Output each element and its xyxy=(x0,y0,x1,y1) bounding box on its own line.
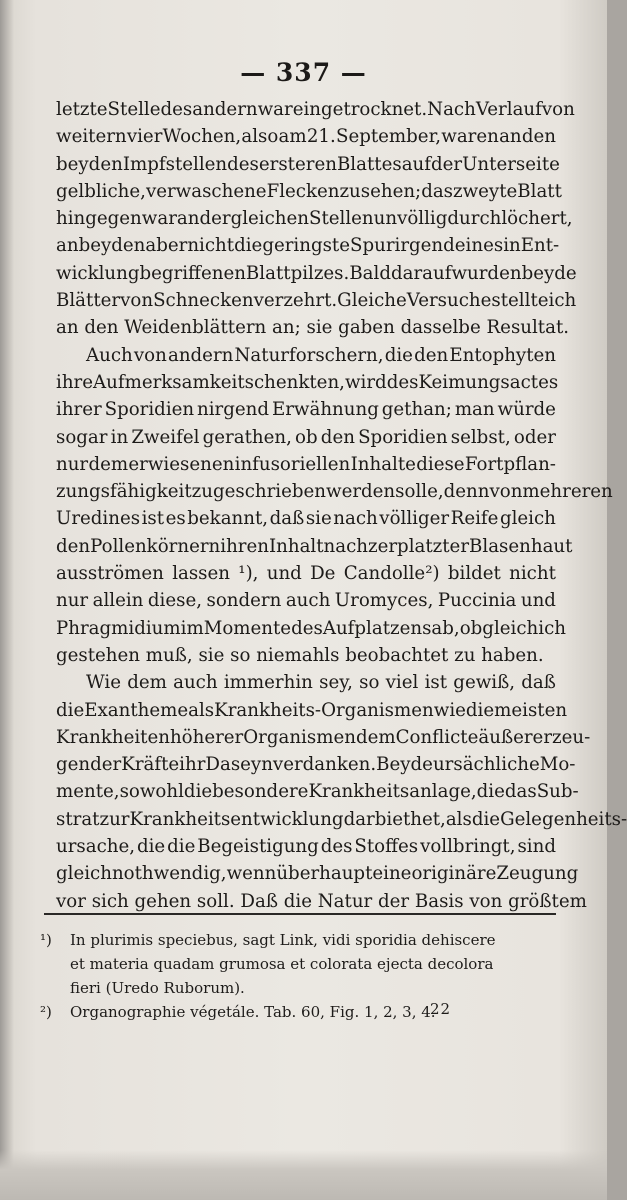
word: beyden xyxy=(56,153,123,175)
word: Krankheiten xyxy=(56,726,170,748)
word: denn xyxy=(443,481,490,503)
word: Keimungsactes xyxy=(418,371,559,393)
word: ihre xyxy=(56,371,93,393)
text-line xyxy=(56,860,579,887)
word: nach xyxy=(333,508,378,530)
word: ausströmen xyxy=(56,563,164,585)
word: Blätter xyxy=(56,290,121,312)
word: also xyxy=(241,126,279,148)
text-line: gestehen muß, sie so niemahls beobachtet zu haben. xyxy=(56,644,544,666)
word: Sporidien xyxy=(358,426,448,448)
word: daß xyxy=(269,508,305,530)
footnote-mark: ²) xyxy=(40,1003,52,1021)
word: sind xyxy=(517,836,556,858)
word: andern xyxy=(167,344,234,366)
word: das xyxy=(421,180,454,202)
text-line xyxy=(56,697,568,724)
word: wurden xyxy=(451,262,522,284)
word: Inhalte xyxy=(350,453,416,475)
word: der xyxy=(430,153,463,175)
word: Wochen, xyxy=(162,126,242,148)
text-line xyxy=(56,451,556,478)
word: Organismen xyxy=(243,726,356,748)
word: ursache, xyxy=(56,836,136,858)
word: 21. xyxy=(306,126,336,148)
word: Stoffes xyxy=(354,836,419,858)
word: des xyxy=(227,153,259,175)
main-text xyxy=(56,96,627,915)
word: nur xyxy=(56,453,89,475)
word: obgleich xyxy=(459,617,539,639)
text-line xyxy=(56,232,560,259)
text-line xyxy=(56,96,575,123)
word: nach xyxy=(323,535,369,557)
word: die xyxy=(234,235,263,257)
text-line xyxy=(56,533,573,560)
text-line xyxy=(56,424,556,451)
word: ihren xyxy=(220,535,269,557)
word: Candolle²) xyxy=(343,563,440,585)
word: Mo- xyxy=(539,754,576,776)
word: die xyxy=(136,836,166,858)
word: ab, xyxy=(431,617,460,639)
word: die xyxy=(471,808,501,830)
word: in xyxy=(503,235,521,257)
word: gleich xyxy=(499,508,556,530)
word: am xyxy=(278,126,307,148)
word: nirgend xyxy=(197,399,270,421)
footnote-line: fieri (Uredo Ruborum). xyxy=(70,979,245,997)
word: zu xyxy=(339,180,361,202)
word: sowohl xyxy=(119,781,184,803)
word: Inhalt xyxy=(268,535,324,557)
word: so xyxy=(359,672,380,694)
text-line xyxy=(56,587,556,614)
word: es xyxy=(165,508,186,530)
word: Wie xyxy=(86,672,121,694)
word: meisten xyxy=(494,699,568,721)
word: würde xyxy=(497,399,556,421)
word: überhaupt xyxy=(276,863,373,885)
word: ersteren xyxy=(258,153,337,175)
word: Uromyces, xyxy=(334,590,434,612)
word: an xyxy=(56,235,79,257)
word: bildet xyxy=(447,563,501,585)
word: besondere xyxy=(212,781,309,803)
word: daß xyxy=(521,672,556,694)
text-line xyxy=(56,560,556,587)
word: Zeugung xyxy=(496,863,579,885)
word: durchlöchert, xyxy=(447,208,573,230)
page-number: — 337 — xyxy=(240,58,367,87)
word: eine xyxy=(372,863,412,885)
word: waren xyxy=(441,126,499,148)
word: Versuche xyxy=(406,290,492,312)
word: selbst, xyxy=(450,426,511,448)
word: ihrer xyxy=(56,399,102,421)
word: sey, xyxy=(319,672,353,694)
word: Aufplatzens xyxy=(322,617,432,639)
word: darauf xyxy=(390,262,452,284)
word: Phragmidium xyxy=(56,617,181,639)
word: immerhin xyxy=(223,672,313,694)
footnote-line: et materia quadam grumosa et colorata ejecta decolora xyxy=(70,955,494,973)
word: allein xyxy=(92,590,144,612)
word: eingetrocknet. xyxy=(292,99,428,120)
word: war xyxy=(257,99,293,120)
word: Ent- xyxy=(520,235,560,257)
text-line xyxy=(56,178,562,205)
word: Stelle xyxy=(308,208,362,230)
word: zugeschrieben xyxy=(191,481,326,503)
word: des xyxy=(320,836,353,858)
word: an xyxy=(499,126,522,148)
word: ist xyxy=(141,508,165,530)
word: gleichen xyxy=(230,208,309,230)
word: diese xyxy=(416,453,465,475)
word: als xyxy=(445,808,472,830)
word: nicht xyxy=(187,235,235,257)
word: Puccinia xyxy=(437,590,517,612)
text-line xyxy=(56,260,577,287)
word: äußerer xyxy=(478,726,553,748)
word: gleich xyxy=(56,863,112,885)
word: zur xyxy=(99,808,130,830)
word: Daseyn xyxy=(205,754,273,776)
word: in xyxy=(110,426,129,448)
word: Aufmerksamkeit xyxy=(93,371,245,393)
word: die xyxy=(183,781,213,803)
word: Unterseite xyxy=(462,153,560,175)
word: verwaschene xyxy=(145,180,267,202)
word: andern xyxy=(192,99,258,120)
word: als xyxy=(188,699,215,721)
text-line: vor sich gehen soll. Daß die Natur der Basis von größtem xyxy=(56,890,587,912)
word: September, xyxy=(335,126,442,148)
word: völlig xyxy=(397,208,448,230)
word: Krankheits-Organismen xyxy=(214,699,434,721)
word: dem xyxy=(127,672,167,694)
word: Auch xyxy=(86,344,133,366)
word: viel xyxy=(385,672,419,694)
word: ich xyxy=(538,617,566,639)
word: zeu- xyxy=(552,726,591,748)
word: zerplatzter xyxy=(368,535,470,557)
page-gutter-shadow xyxy=(0,0,14,1200)
word: Exantheme xyxy=(84,699,189,721)
word: ¹), xyxy=(238,563,259,585)
word: Verlauf xyxy=(475,99,542,120)
text-line xyxy=(56,615,566,642)
word: darbiethet, xyxy=(343,808,446,830)
word: stellte xyxy=(491,290,549,312)
text-line xyxy=(56,833,556,860)
word: gethan; xyxy=(381,399,452,421)
word: auch xyxy=(173,672,218,694)
page-bottom-edge xyxy=(0,1150,607,1200)
word: Stelle xyxy=(107,99,161,120)
word: Reife xyxy=(450,508,499,530)
word: De xyxy=(310,563,336,585)
footnote xyxy=(40,928,560,1000)
word: war xyxy=(141,208,177,230)
word: den xyxy=(56,535,91,557)
word: Krankheitsanlage, xyxy=(308,781,477,803)
word: nicht xyxy=(509,563,556,585)
word: gerathen, xyxy=(202,426,292,448)
word: originäre xyxy=(411,863,497,885)
word: Sporidien xyxy=(104,399,195,421)
word: sie xyxy=(305,508,332,530)
word: gender xyxy=(56,754,122,776)
text-line xyxy=(56,287,577,314)
word: und xyxy=(266,563,302,585)
word: und xyxy=(520,590,556,612)
word: an xyxy=(176,208,200,230)
word: sogar xyxy=(56,426,108,448)
word: wicklung xyxy=(56,262,140,284)
text-line xyxy=(56,751,576,778)
word: von xyxy=(541,99,575,120)
word: ihr xyxy=(179,754,206,776)
word: des xyxy=(160,99,193,120)
word: das xyxy=(504,781,537,803)
word: Pollenkörnern xyxy=(90,535,221,557)
word: dem xyxy=(88,453,129,475)
word: Conflicte xyxy=(395,726,479,748)
word: nur xyxy=(56,590,89,612)
word: die xyxy=(476,781,505,803)
word: auch xyxy=(285,590,331,612)
word: hingegen xyxy=(56,208,142,230)
word: Fortpflan- xyxy=(464,453,556,475)
footnote-line: In plurimis speciebus, sagt Link, vidi sporidia dehiscere xyxy=(70,931,496,949)
word: solle, xyxy=(395,481,444,503)
text-line xyxy=(56,123,556,150)
footnote-line: Organographie végetále. Tab. 60, Fig. 1, 2, 3, 4. xyxy=(70,1003,436,1021)
word: Erwähnung xyxy=(271,399,379,421)
word: Uredines xyxy=(56,508,141,530)
word: Gleiche xyxy=(337,290,407,312)
word: den xyxy=(521,126,556,148)
text-line xyxy=(56,369,559,396)
word: bekannt, xyxy=(187,508,269,530)
word: letzte xyxy=(56,99,108,120)
word: die xyxy=(167,836,196,858)
text-line xyxy=(56,205,573,232)
footnotes xyxy=(40,928,560,1024)
word: den xyxy=(320,426,355,448)
word: Blatt xyxy=(517,180,562,202)
word: verzehrt. xyxy=(253,290,338,312)
word: ist xyxy=(424,672,448,694)
word: Kräfte xyxy=(121,754,180,776)
word: wie xyxy=(433,699,466,721)
word: im xyxy=(180,617,204,639)
word: Impfstellen xyxy=(122,153,228,175)
word: lassen xyxy=(172,563,230,585)
text-line xyxy=(56,724,591,751)
word: wenn xyxy=(226,863,277,885)
word: beyden xyxy=(78,235,146,257)
word: Entophyten xyxy=(449,344,556,366)
word: Blattes xyxy=(336,153,402,175)
word: vollbringt, xyxy=(420,836,516,858)
text-line: an den Weidenblättern an; sie gaben dasselbe Resultat. xyxy=(56,317,570,339)
word: verdanken. xyxy=(272,754,377,776)
word: des xyxy=(291,617,323,639)
word: begriffenen xyxy=(139,262,246,284)
word: Zweifel xyxy=(131,426,200,448)
word: zungsfähigkeit xyxy=(56,481,192,503)
text-line xyxy=(56,778,579,805)
word: höherer xyxy=(169,726,244,748)
word: diese, xyxy=(147,590,203,612)
word: des xyxy=(386,371,419,393)
word: ich xyxy=(548,290,577,312)
text-line xyxy=(56,669,556,696)
word: irgend xyxy=(394,235,455,257)
word: von xyxy=(489,481,523,503)
word: sehen; xyxy=(360,180,422,202)
text-line xyxy=(56,342,556,369)
word: Schnecken xyxy=(153,290,254,312)
word: Blattpilzes. xyxy=(245,262,350,284)
word: ob xyxy=(295,426,318,448)
word: dem xyxy=(355,726,396,748)
word: oder xyxy=(513,426,556,448)
word: sondern xyxy=(206,590,282,612)
word: werden xyxy=(326,481,396,503)
text-line xyxy=(56,478,613,505)
word: zweyte xyxy=(453,180,518,202)
text-line xyxy=(56,396,556,423)
word: ursächliche xyxy=(432,754,540,776)
word: Sub- xyxy=(536,781,579,803)
word: geringste xyxy=(262,235,350,257)
word: Beyde xyxy=(376,754,433,776)
text-line xyxy=(56,505,556,532)
word: der xyxy=(199,208,231,230)
word: gelbliche, xyxy=(56,180,146,202)
word: nothwendig, xyxy=(111,863,227,885)
word: Momente xyxy=(203,617,292,639)
word: strat xyxy=(56,808,100,830)
word: schenkten, xyxy=(244,371,345,393)
footnote-mark: ¹) xyxy=(40,931,52,949)
footnote-divider xyxy=(44,913,556,915)
word: erwiesenen xyxy=(128,453,235,475)
word: die xyxy=(384,344,413,366)
word: von xyxy=(120,290,154,312)
word: Krankheitsentwicklung xyxy=(129,808,344,830)
word: auf xyxy=(401,153,431,175)
text-line xyxy=(56,151,560,178)
word: infusoriellen xyxy=(234,453,351,475)
word: Nach xyxy=(427,99,476,120)
word: vier xyxy=(126,126,163,148)
word: nun xyxy=(361,208,398,230)
word: mehreren xyxy=(522,481,613,503)
word: Bald xyxy=(349,262,391,284)
word: weitern xyxy=(56,126,127,148)
word: Gelegenheits- xyxy=(500,808,627,830)
word: beyde xyxy=(521,262,577,284)
word: Blasenhaut xyxy=(469,535,573,557)
word: Flecken xyxy=(266,180,340,202)
footnote xyxy=(40,1000,560,1024)
word: die xyxy=(56,699,85,721)
word: die xyxy=(465,699,495,721)
word: Naturforschern, xyxy=(234,344,384,366)
word: man xyxy=(454,399,495,421)
word: gewiß, xyxy=(453,672,516,694)
word: von xyxy=(133,344,167,366)
word: wird xyxy=(344,371,387,393)
text-line xyxy=(56,806,627,833)
word: Begeistigung xyxy=(197,836,319,858)
word: eines xyxy=(454,235,504,257)
printer-signature: 22 xyxy=(430,1000,452,1018)
word: völliger xyxy=(379,508,450,530)
word: aber xyxy=(145,235,188,257)
word: Spur xyxy=(350,235,395,257)
word: mente, xyxy=(56,781,120,803)
word: den xyxy=(414,344,449,366)
